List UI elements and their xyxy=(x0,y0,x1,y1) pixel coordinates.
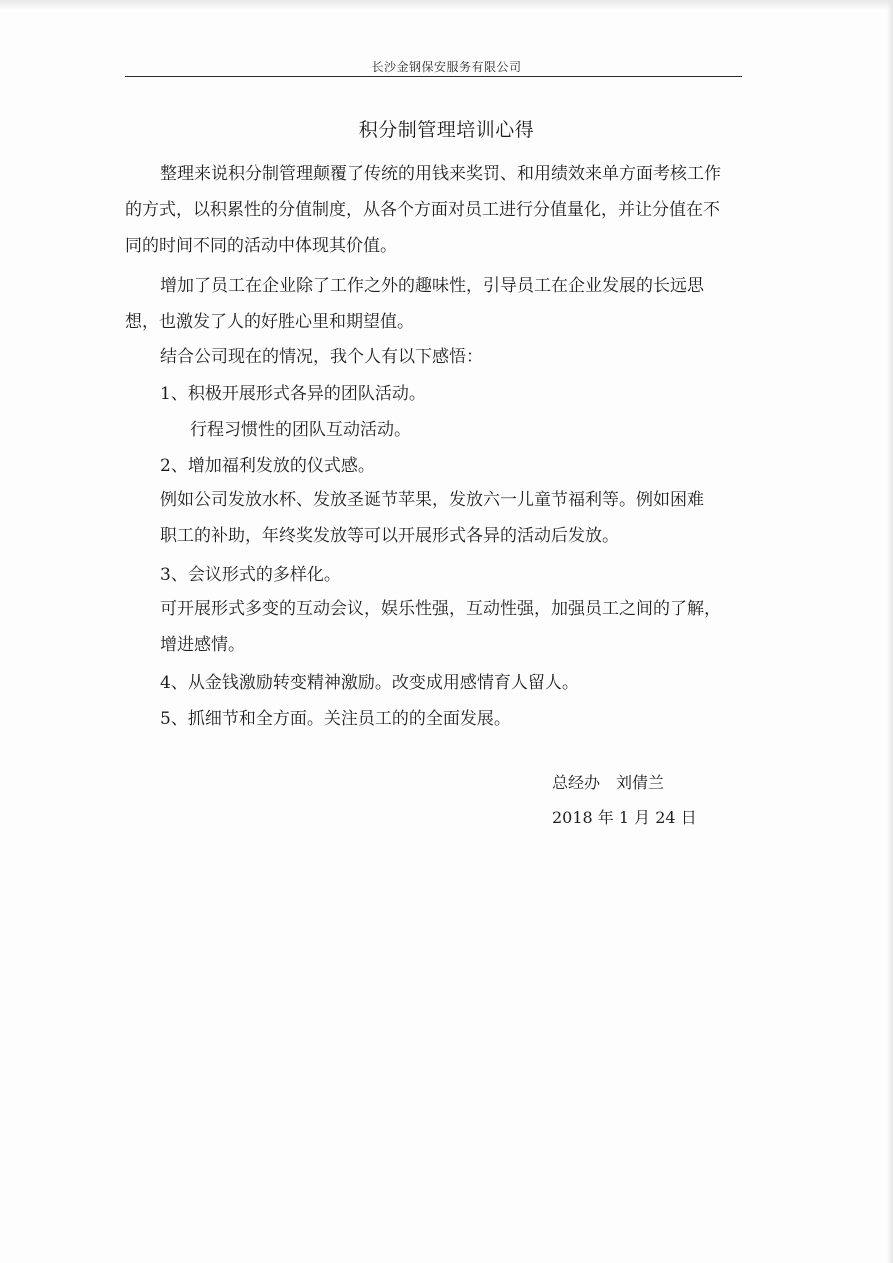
document-title: 积分制管理培训心得 xyxy=(358,119,535,141)
list-item-5: 5、抓细节和全方面。关注员工的的全面发展。 xyxy=(160,709,511,729)
list-item-1: 1、积极开展形式各异的团队活动。 xyxy=(160,384,426,404)
scan-edge-top xyxy=(0,0,893,10)
header-rule xyxy=(125,76,742,77)
list-item-1-detail: 行程习惯性的团队互动活动。 xyxy=(190,420,411,440)
list-item-3-detail-line-2: 增进感情。 xyxy=(160,635,245,655)
paragraph-3: 结合公司现在的情况，我个人有以下感悟： xyxy=(160,347,483,367)
paragraph-1-line-3: 同的时间不同的活动中体现其价值。 xyxy=(125,236,397,256)
paragraph-2-line-2: 想，也激发了人的好胜心里和期望值。 xyxy=(125,312,414,332)
list-item-3-detail-line-1: 可开展形式多变的互动会议，娱乐性强，互动性强，加强员工之间的了解， xyxy=(160,599,721,619)
paragraph-1-line-1: 整理来说积分制管理颠覆了传统的用钱来奖罚、和用绩效来单方面考核工作 xyxy=(160,164,721,184)
paragraph-1-line-2: 的方式，以积累性的分值制度，从各个方面对员工进行分值量化，并让分值在不 xyxy=(125,200,720,220)
list-item-2-detail-line-2: 职工的补助，年终奖发放等可以开展形式各异的活动后发放。 xyxy=(160,526,619,546)
list-item-4: 4、从金钱激励转变精神激励。改变成用感情育人留人。 xyxy=(160,673,579,693)
scan-edge-right xyxy=(887,0,893,1263)
signature-date: 2018 年 1 月 24 日 xyxy=(552,808,697,827)
signature-department-name: 总经办 刘倩兰 xyxy=(552,773,665,792)
paragraph-2-line-1: 增加了员工在企业除了工作之外的趣味性，引导员工在企业发展的长远思 xyxy=(160,276,704,296)
list-item-3: 3、会议形式的多样化。 xyxy=(160,565,341,585)
list-item-2: 2、增加福利发放的仪式感。 xyxy=(160,456,375,476)
list-item-2-detail-line-1: 例如公司发放水杯、发放圣诞节苹果，发放六一儿童节福利等。例如困难 xyxy=(160,490,704,510)
company-letterhead: 长沙金钢保安服务有限公司 xyxy=(371,60,522,74)
